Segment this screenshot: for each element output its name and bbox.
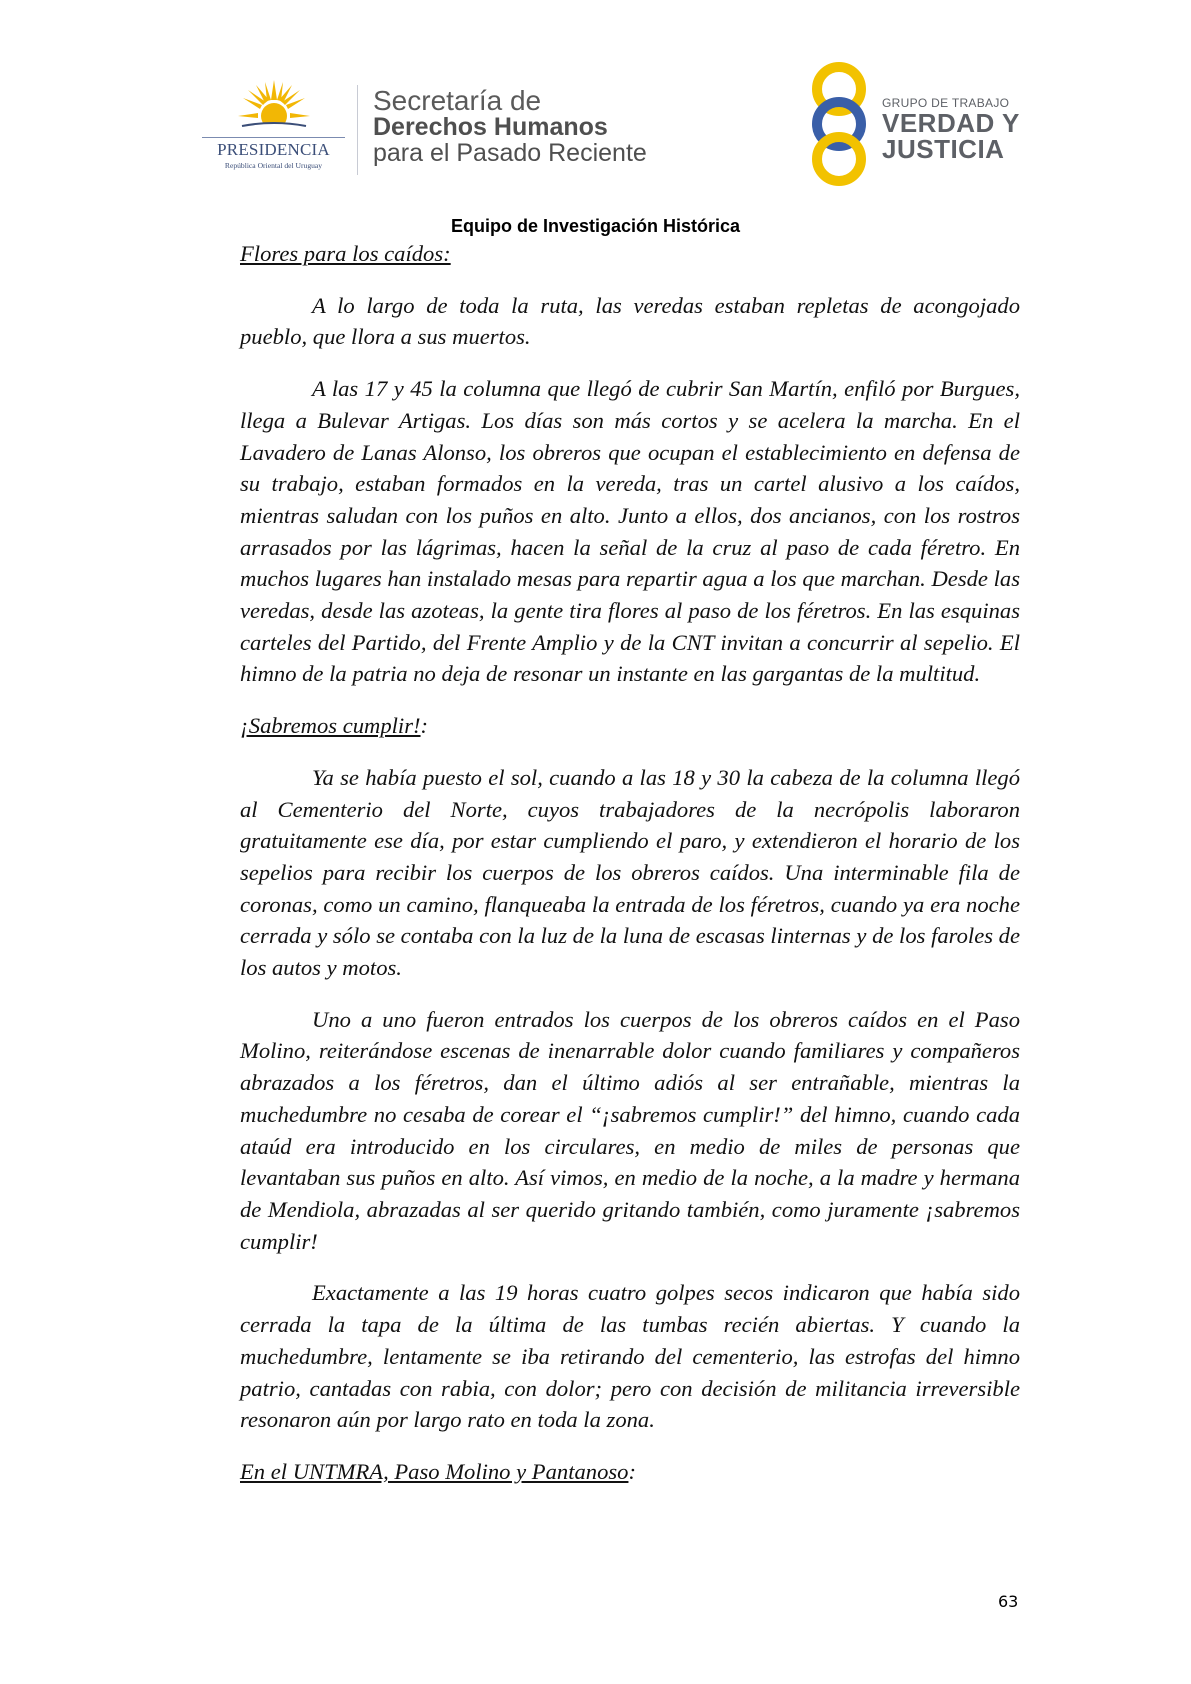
secretaria-line-2: Derechos Humanos: [373, 113, 608, 141]
page-header: [0, 0, 1191, 236]
presidencia-subtitle: República Oriental del Uruguay: [224, 161, 323, 170]
gtvj-line-2: JUSTICIA: [882, 134, 1005, 164]
paragraph-3: Ya se había puesto el sol, cuando a las 18 y 30 la cabeza de la columna llegó al Cementerio del Norte, cuyos trabajadores de la necrópolis laboraron gratuitamente ese día, por estar cumpliendo el paro, y extendieron el horario de los sepelios para recibir los cuerpos de los obreros caídos. Una interminable fila de coronas, como un camino, flanqueaba la entrada de los féretros, cuando ya era noche cerrada y sólo se contaba con la luz de la luna de escasas linternas y de los faroles de los autos y motos.: [240, 764, 1020, 981]
document-body: [240, 238, 1020, 1488]
secretaria-title: [373, 85, 647, 167]
presidencia-logo: [196, 80, 351, 180]
verdad-justicia-text: [882, 96, 1020, 162]
heading-3-colon: :: [628, 1458, 636, 1484]
spacer: [240, 690, 1020, 710]
paragraph-5: Exactamente a las 19 horas cuatro golpes secos indicaron que había sido cerrada la tapa de la última de las tumbas recién abiertas. Y cuando la muchedumbre, lentamente se iba retirando del cementerio, las estrofas del himno patrio, cantadas con rabia, con dolor; pero con decisión de militancia irreversible resonaron aún por largo rato en toda la zona.: [240, 1280, 1020, 1433]
sun-icon: [238, 80, 310, 140]
section-heading-3: [240, 1456, 1020, 1488]
paragraph-2: A las 17 y 45 la columna que llegó de cubrir San Martín, enfiló por Burgues, llega a Bulevar Artigas. Los días son más cortos y se acelera la marcha. En el Lavadero de Lanas Alonso, los obreros que ocupan el establecimiento en defensa de su trabajo, estaban formados en la vereda, tras un cartel alusivo a los caídos, mientras saludan con los puños en alto. Junto a ellos, dos ancianos, con los rostros arrasados por las lágrimas, hacen la señal de la cruz al paso de cada féretro. En muchos lugares han instalado mesas para repartir agua a los que marchan. Desde las veredas, desde las azoteas, la gente tira flores al paso de los féretros. En las esquinas carteles del Partido, del Frente Amplio y de la CNT invitan a concurrir al sepelio. El himno de la patria no deja de resonar un instante en las gargantas de la multitud.: [240, 376, 1020, 687]
secretaria-line-1: Secretaría de: [373, 85, 542, 116]
paragraph-1: A lo largo de toda la ruta, las veredas estaban repletas de acongojado pueblo, que llora a sus muertos.: [240, 292, 1020, 350]
presidencia-name: PRESIDENCIA: [217, 140, 330, 159]
secretaria-line-3: para el Pasado Reciente: [373, 139, 647, 167]
page-number: 63: [998, 1592, 1019, 1611]
heading-3-text: En el UNTMRA, Paso Molino y Pantanoso: [240, 1458, 629, 1484]
gtvj-line-1: VERDAD Y: [882, 108, 1020, 138]
spacer: [240, 270, 1020, 290]
section-heading-2: [240, 710, 1020, 742]
spacer: [240, 984, 1020, 1004]
spacer: [240, 1436, 1020, 1456]
section-heading-1: [240, 238, 1020, 270]
spacer: [240, 1257, 1020, 1277]
logo-divider: [357, 85, 358, 175]
paragraph-4: Uno a uno fueron entrados los cuerpos de los obreros caídos en el Paso Molino, reiterándose escenas de inenarrable dolor cuando familiares y compañeros abrazados a los féretros, dan el último adiós al ser entrañable, mientras la muchedumbre no cesaba de corear el “¡sabremos cumplir!” del himno, cuando cada ataúd era introducido en los circulares, en medio de miles de personas que levantaban sus puños en alto. Así vimos, en medio de la noche, a la madre y hermana de Mendiola, abrazadas al ser querido gritando también, como juramente ¡sabremos cumplir!: [240, 1006, 1020, 1254]
linked-rings-icon: [805, 62, 885, 186]
presidencia-rule: [202, 137, 345, 138]
heading-1-text: Flores para los caídos:: [240, 241, 451, 266]
team-title: Equipo de Investigación Histórica: [450, 216, 741, 236]
gtvj-small-label: GRUPO DE TRABAJO: [882, 96, 1010, 110]
spacer: [240, 742, 1020, 762]
heading-2-text: ¡Sabremos cumplir!: [240, 713, 421, 739]
spacer: [240, 353, 1020, 373]
heading-2-colon: :: [420, 713, 429, 739]
